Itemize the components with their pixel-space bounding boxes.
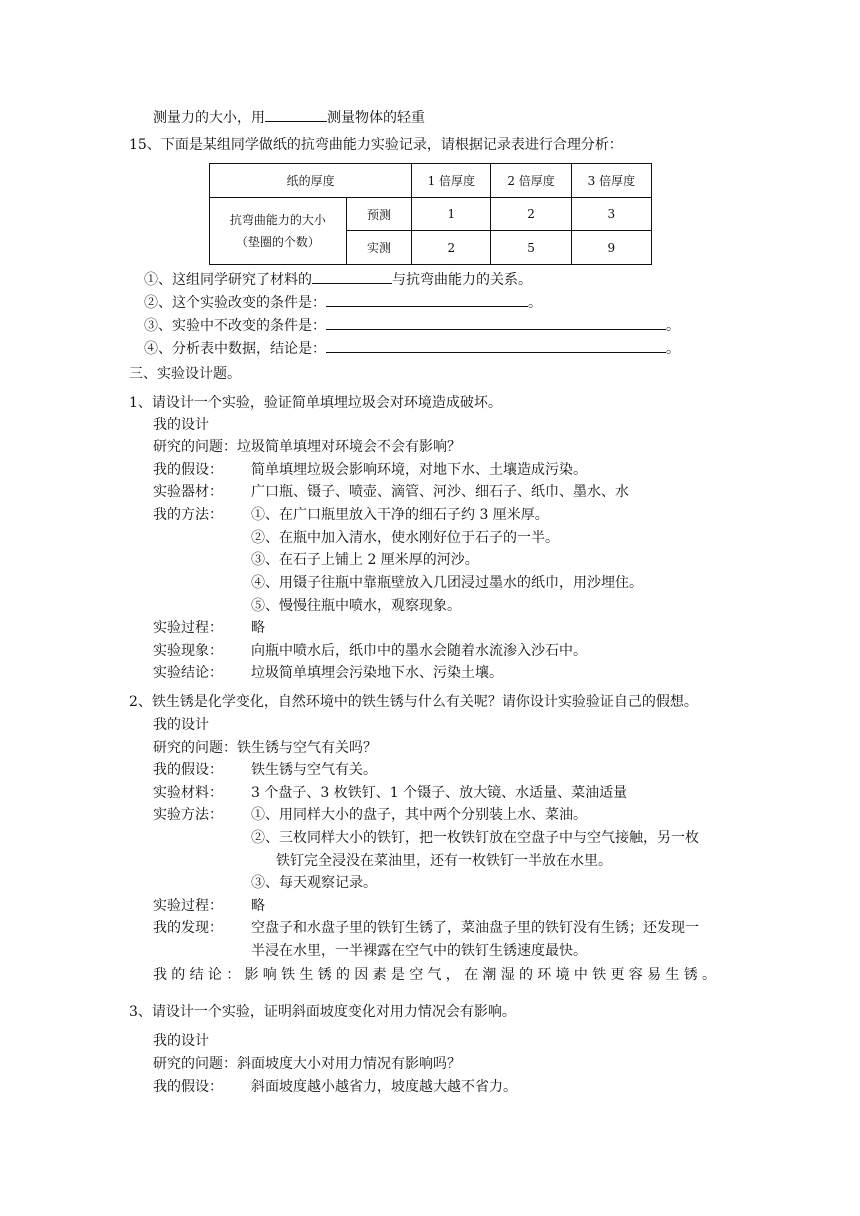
q15-blank-4[interactable]	[326, 337, 666, 353]
table-header-cell: 纸的厚度	[210, 164, 412, 198]
e1-question: 研究的问题：垃圾简单填埋对环境会不会有影响？	[153, 439, 461, 455]
value: 3 个盘子、3 枚铁钉、1 个镊子、放大镜、水适量、菜油适量	[251, 785, 628, 801]
e2-process	[153, 896, 265, 916]
e2-step: ②、三枚同样大小的铁钉，把一枚铁钉放在空盘子中与空气接触，另一枚	[251, 830, 699, 846]
e1-step: ④、用镊子往瓶中靠瓶壁放入几团浸过墨水的纸巾，用沙埋住。	[251, 575, 643, 591]
q15-sub4-post: 。	[666, 341, 680, 357]
table-header-row	[210, 164, 652, 198]
e3-hypothesis	[153, 1077, 517, 1097]
e2-step: ③、每天观察记录。	[251, 875, 377, 891]
q15-blank-2[interactable]	[326, 291, 528, 307]
e1-step: ⑤、慢慢往瓶中喷水，观察现象。	[251, 598, 461, 614]
q14-tail-post: 测量物体的轻重	[327, 110, 425, 126]
q15-sub2-post: 。	[528, 295, 542, 311]
q15-sub1-pre: ①、这组同学研究了材料的	[144, 272, 312, 288]
e2-finding-cont: 半浸在水里，一半裸露在空气中的铁钉生锈速度最快。	[251, 943, 587, 959]
label: 我的发现：	[153, 920, 223, 936]
table-cell: 2	[412, 231, 491, 265]
table-cell: 1	[412, 198, 491, 231]
e2-step-cont: 铁钉完全浸没在菜油里，还有一枚铁钉一半放在水里。	[276, 853, 612, 869]
e2-title: 2、铁生锈是化学变化，自然环境中的铁生锈与什么有关呢？请你设计实验验证自己的假想。	[129, 694, 698, 710]
value: 垃圾简单填埋会污染地下水、污染土壤。	[251, 665, 503, 681]
q15-sub1	[144, 268, 532, 288]
value: 略	[251, 898, 265, 914]
q15-sub1-post: 与抗弯曲能力的关系。	[392, 272, 532, 288]
e3-title: 3、请设计一个实验，证明斜面坡度变化对用力情况会有影响。	[129, 1004, 516, 1020]
e1-step: ②、在瓶中加入清水，使水刚好位于石子的一半。	[251, 530, 559, 546]
e2-design: 我的设计	[153, 717, 209, 733]
e1-title: 1、请设计一个实验，验证简单填埋垃圾会对环境造成破坏。	[129, 395, 502, 411]
e1-materials	[153, 482, 629, 502]
table-row	[210, 198, 652, 231]
q14-tail-pre: 测量力的大小，用	[153, 110, 265, 126]
label: 实验方法：	[153, 807, 223, 823]
e1-process	[153, 618, 265, 638]
q15-sub3-post: 。	[666, 318, 680, 334]
table-cell: 5	[491, 231, 571, 265]
section-heading: 三、实验设计题。	[129, 366, 241, 382]
q15-blank-1[interactable]	[312, 268, 392, 284]
e2-finding	[153, 918, 699, 938]
q15-sub2-pre: ②、这个实验改变的条件是：	[144, 295, 326, 311]
q15-blank-3[interactable]	[326, 314, 666, 330]
row-label-line1: 抗弯曲能力的大小	[229, 213, 326, 227]
q14-answer-blank[interactable]	[265, 106, 327, 122]
label: 我的假设：	[153, 1079, 223, 1095]
step: ①、用同样大小的盘子，其中两个分别装上水、菜油。	[251, 807, 587, 823]
table-cell: 2	[491, 198, 571, 231]
label: 我的方法：	[153, 507, 223, 523]
e1-design: 我的设计	[153, 417, 209, 433]
row-group-label	[210, 198, 347, 265]
label: 实验结论：	[153, 665, 223, 681]
q15-sub4	[144, 337, 680, 357]
e2-conclusion: 我的结论：影响铁生锈的因素是空气，在潮湿的环境中铁更容易生锈。	[153, 967, 721, 983]
value: 广口瓶、镊子、喷壶、滴管、河沙、细石子、纸巾、墨水、水	[251, 484, 629, 500]
label: 实验器材：	[153, 484, 223, 500]
value: 铁生锈与空气有关。	[251, 762, 377, 778]
row-sub-label: 预测	[346, 198, 411, 231]
e2-question: 研究的问题：铁生锈与空气有关吗？	[153, 740, 377, 756]
e1-conclusion	[153, 663, 503, 683]
value: 斜面坡度越小越省力，坡度越大越不省力。	[251, 1079, 517, 1095]
e1-method	[153, 505, 549, 525]
paper-strength-table	[209, 163, 652, 265]
label: 我的假设：	[153, 462, 223, 478]
table-cell: 9	[571, 231, 651, 265]
e2-hypothesis	[153, 760, 377, 780]
table-cell: 3	[571, 198, 651, 231]
table-header-cell: 3 倍厚度	[571, 164, 651, 198]
q15-sub3	[144, 314, 680, 334]
step: ①、在广口瓶里放入干净的细石子约 3 厘米厚。	[251, 507, 549, 523]
e3-question: 研究的问题：斜面坡度大小对用力情况有影响吗？	[153, 1056, 461, 1072]
label: 实验材料：	[153, 785, 223, 801]
row-sub-label: 实测	[346, 231, 411, 265]
value: 空盘子和水盘子里的铁钉生锈了，菜油盘子里的铁钉没有生锈；还发现一	[251, 920, 699, 936]
label: 我的假设：	[153, 762, 223, 778]
e1-step: ③、在石子上铺上 2 厘米厚的河沙。	[251, 552, 479, 568]
value: 向瓶中喷水后，纸巾中的墨水会随着水流渗入沙石中。	[251, 643, 587, 659]
e1-phenomenon	[153, 641, 587, 661]
e3-design: 我的设计	[153, 1033, 209, 1049]
e2-method	[153, 805, 587, 825]
value: 略	[251, 620, 265, 636]
table-header-cell: 1 倍厚度	[412, 164, 491, 198]
row-label-line2: （垫圈的个数）	[235, 235, 320, 249]
q15-stem: 15、下面是某组同学做纸的抗弯曲能力实验记录，请根据记录表进行合理分析：	[129, 137, 623, 153]
value: 简单填埋垃圾会影响环境，对地下水、土壤造成污染。	[251, 462, 587, 478]
q15-sub4-pre: ④、分析表中数据，结论是：	[144, 341, 326, 357]
q15-sub2	[144, 291, 542, 311]
label: 实验现象：	[153, 643, 223, 659]
label: 实验过程：	[153, 620, 223, 636]
q15-sub3-pre: ③、实验中不改变的条件是：	[144, 318, 326, 334]
e1-hypothesis	[153, 460, 587, 480]
label: 实验过程：	[153, 898, 223, 914]
table-header-cell: 2 倍厚度	[491, 164, 571, 198]
e2-materials	[153, 783, 627, 803]
q14-tail-line	[153, 106, 425, 126]
